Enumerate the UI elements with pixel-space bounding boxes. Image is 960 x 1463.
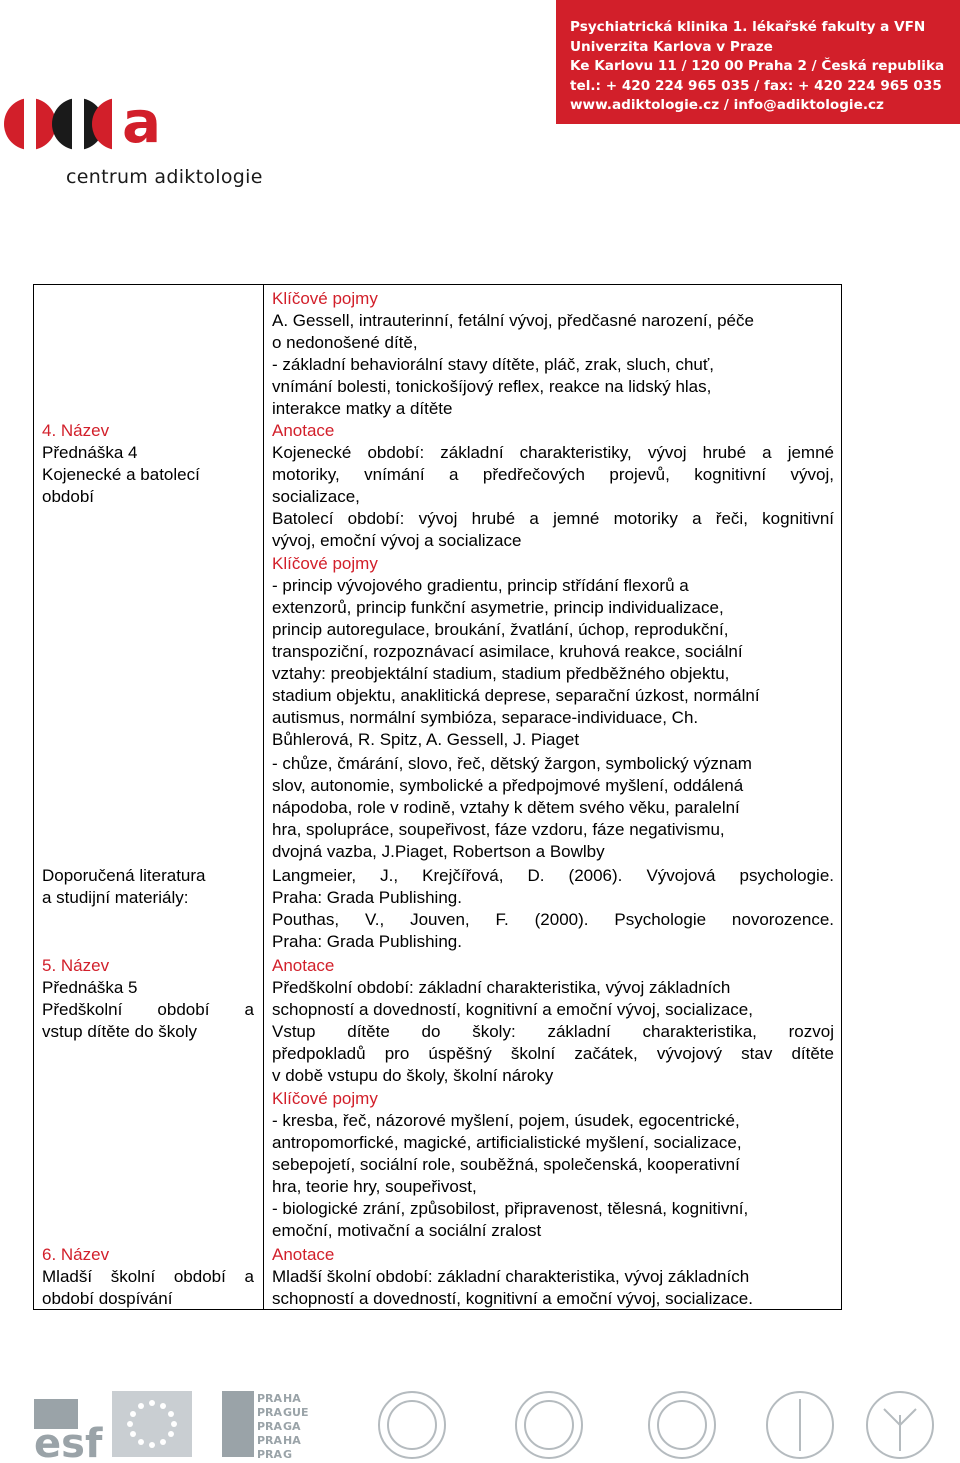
- column-divider: [263, 285, 264, 1309]
- keywords-heading: Klíčové pojmy: [272, 554, 378, 573]
- tree-logo-icon: [867, 1392, 933, 1458]
- text-line: - princip vývojového gradientu, princip střídání flexorů a: [272, 576, 689, 595]
- text-line: socializace,: [272, 487, 360, 506]
- lecture-6-topic: období dospívání: [42, 1289, 173, 1308]
- text-line: hra, teorie hry, soupeřivost,: [272, 1177, 477, 1196]
- praha-text: GUE: [283, 1406, 309, 1419]
- praha-text: GA: [283, 1420, 301, 1433]
- lecture-5-title: 5. Název: [42, 956, 110, 975]
- address-line: Psychiatrická klinika 1. lékařské fakulty a VFN: [570, 19, 926, 35]
- faculty-seal-icon: [516, 1392, 582, 1458]
- literature-item: Praha: Grada Publishing.: [272, 888, 462, 907]
- text-line: stadium objektu, anaklitická deprese, separační úzkost, normální: [272, 686, 760, 705]
- text-line: A. Gessell, intrauterinní, fetální vývoj, předčasné narození, péče: [272, 311, 754, 330]
- lecture-6-title: 6. Název: [42, 1245, 110, 1264]
- praha-logo: [222, 1391, 308, 1461]
- text-line: Kojenecké období: základní charakteristiky, vývoj hrubé a jemné: [272, 443, 834, 462]
- esf-text: esf: [34, 1421, 103, 1463]
- praha-text: PRA: [257, 1406, 283, 1419]
- text-line: vztahy: preobjektální stadium, stadium předběžného objektu,: [272, 664, 730, 683]
- praha-text: HA: [283, 1434, 301, 1447]
- address-line: www.adiktologie.cz / info@adiktologie.cz: [570, 97, 884, 113]
- text-line: transpoziční, rozpoznávací asimilace, kruhová reakce, sociální: [272, 642, 743, 661]
- svg-text:a: a: [122, 88, 162, 156]
- text-line: emoční, motivační a sociální zralost: [272, 1221, 542, 1240]
- annotation-heading: Anotace: [272, 421, 335, 440]
- annotation-heading: Anotace: [272, 956, 335, 975]
- praha-text: PRA: [257, 1392, 283, 1405]
- praha-text: PRA: [257, 1448, 283, 1461]
- text-line: Batolecí období: vývoj hrubé a jemné motoriky a řeči, kognitivní: [272, 509, 834, 528]
- text-line: v době vstupu do školy, školní nároky: [272, 1066, 554, 1085]
- text-line: sebepojetí, sociální role, souběžná, společenská, kooperativní: [272, 1155, 740, 1174]
- lecture-5-topic: Předškolní období a: [42, 1000, 254, 1019]
- praha-text: HA: [283, 1392, 301, 1405]
- logo-text: centrum adiktologie: [66, 166, 263, 188]
- literature-item: Pouthas, V., Jouven, F. (2000). Psychologie novorozence.: [272, 910, 834, 929]
- keywords-heading: Klíčové pojmy: [272, 289, 378, 308]
- lecture-4-name: Přednáška 4: [42, 443, 138, 462]
- text-line: předpokladů pro úspěšný školní začátek, vývojový stav dítěte: [272, 1044, 834, 1063]
- praha-text: PRA: [257, 1420, 283, 1433]
- text-line: o nedonošené dítě,: [272, 333, 418, 352]
- text-line: - chůze, čmárání, slovo, řeč, dětský žargon, symbolický význam: [272, 754, 752, 773]
- text-line: vnímání bolesti, tonickošíjový reflex, reakce na lidský hlas,: [272, 377, 712, 396]
- text-line: nápodoba, role v rodině, vztahy k dětem svého věku, paralelní: [272, 798, 740, 817]
- praha-text: PRA: [257, 1434, 283, 1447]
- lecture-4-title: 4. Název: [42, 421, 110, 440]
- text-line: schopností a dovedností, kognitivní a emoční vývoj, socializace,: [272, 1000, 753, 1019]
- text-line: autismus, normální symbióza, separace-individuace, Ch.: [272, 708, 699, 727]
- praha-text: G: [283, 1448, 293, 1461]
- text-line: vývoj, emoční vývoj a socializace: [272, 531, 522, 550]
- text-line: Předškolní období: základní charakteristika, vývoj základních: [272, 978, 731, 997]
- eu-flag-logo: [112, 1391, 192, 1457]
- text-line: Bůhlerová, R. Spitz, A. Gessell, J. Piaget: [272, 730, 580, 749]
- text-line: interakce matky a dítěte: [272, 399, 453, 418]
- syllabus-table: [33, 284, 842, 1310]
- university-seal-icon: [379, 1392, 445, 1458]
- text-line: princip autoregulace, broukání, žvatlání, úchop, reprodukční,: [272, 620, 729, 639]
- text-line: - základní behaviorální stavy dítěte, pláč, zrak, sluch, chuť,: [272, 355, 714, 374]
- footer-logos: [0, 1385, 960, 1463]
- text-line: antropomorfické, magické, artificialistické myšlení, socializace,: [272, 1133, 742, 1152]
- text-line: schopností a dovedností, kognitivní a emoční vývoj, socializace.: [272, 1289, 753, 1308]
- lecture-4-topic: období: [42, 487, 94, 506]
- keywords-heading: Klíčové pojmy: [272, 1089, 378, 1108]
- address-line: Univerzita Karlova v Praze: [570, 38, 773, 55]
- lecture-5-name: Přednáška 5: [42, 978, 138, 997]
- literature-heading: Doporučená literatura: [42, 866, 206, 885]
- literature-item: Langmeier, J., Krejčířová, D. (2006). Vývojová psychologie.: [272, 866, 834, 885]
- annotation-heading: Anotace: [272, 1245, 335, 1264]
- text-line: - kresba, řeč, názorové myšlení, pojem, úsudek, egocentrické,: [272, 1111, 740, 1130]
- address-box: [556, 0, 960, 124]
- address-line: Ke Karlovu 11 / 120 00 Praha 2 / Česká republika: [570, 58, 945, 74]
- lecture-5-topic: vstup dítěte do školy: [42, 1022, 197, 1041]
- address-line: tel.: + 420 224 965 035 / fax: + 420 224 965 035: [570, 77, 942, 94]
- text-line: hra, spolupráce, soupeřivost, fáze vzdoru, fáze negativismu,: [272, 820, 725, 839]
- lecture-4-topic: Kojenecké a batolecí: [42, 465, 200, 484]
- text-line: - biologické zrání, způsobilost, připravenost, tělesná, kognitivní,: [272, 1199, 749, 1218]
- lecture-6-topic: Mladší školní období a: [42, 1267, 254, 1286]
- text-line: Mladší školní období: základní charakteristika, vývoj základních: [272, 1267, 750, 1286]
- text-line: motoriky, vnímání a předřečových projevů, kognitivní vývoj,: [272, 465, 834, 484]
- text-line: extenzorů, princip funkční asymetrie, princip individualizace,: [272, 598, 724, 617]
- text-line: dvojná vazba, J.Piaget, Robertson a Bowlby: [272, 842, 605, 861]
- text-line: slov, autonomie, symbolické a předpojmové myšlení, oddálená: [272, 776, 744, 795]
- text-line: Vstup dítěte do školy: základní charakteristika, rozvoj: [272, 1022, 834, 1041]
- literature-heading: a studijní materiály:: [42, 888, 189, 907]
- tree-seal-icon: [767, 1392, 833, 1458]
- literature-item: Praha: Grada Publishing.: [272, 932, 462, 951]
- hospital-seal-icon: [649, 1392, 715, 1458]
- esf-logo: [34, 1399, 103, 1463]
